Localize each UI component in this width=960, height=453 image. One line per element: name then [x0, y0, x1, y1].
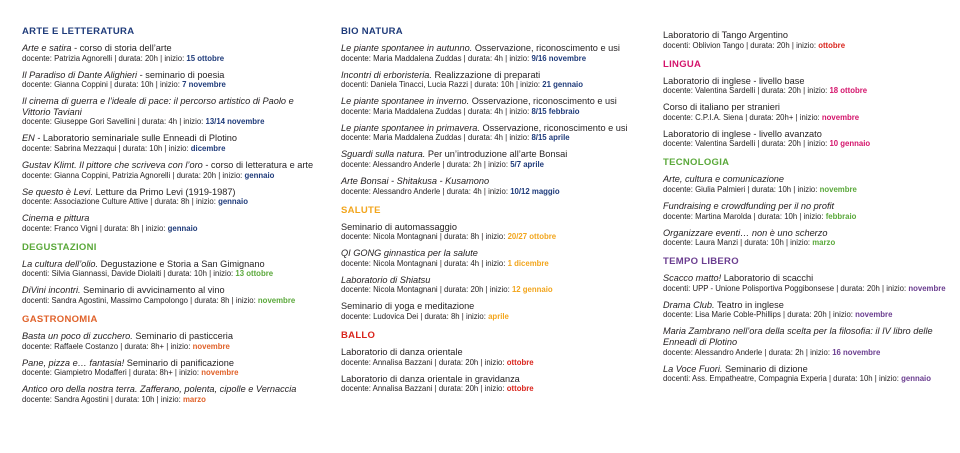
course-item	[341, 96, 641, 117]
course-item	[22, 133, 322, 154]
course-meta	[663, 113, 953, 123]
course-item	[22, 70, 322, 91]
course-start: 8/15 aprile	[531, 133, 570, 143]
course-meta	[341, 384, 641, 394]
course-meta	[341, 312, 641, 322]
course-item	[22, 160, 322, 181]
course-item	[341, 301, 641, 322]
section-title: BALLO	[341, 329, 376, 341]
course-meta	[663, 212, 953, 222]
course-meta	[22, 224, 322, 234]
course-details: docente: Raffaele Costanzo | durata: 8h+ | inizio:	[22, 341, 193, 351]
course-details: docente: Sandra Agostini | durata: 10h | inizio:	[22, 394, 183, 404]
course-start: marzo	[812, 238, 836, 248]
course-title-text: Per un’introduzione all’arte Bonsai	[425, 149, 568, 160]
course-item	[341, 176, 641, 197]
section	[663, 30, 953, 51]
course-title-italic: Incontri di erboristeria.	[341, 69, 432, 80]
course-item	[663, 129, 953, 150]
course-title-italic: Gustav Klimt. Il pittore che scriveva con l’oro	[22, 159, 203, 170]
course-title-text: - Laboratorio seminariale sulle Enneadi di Plotino	[34, 133, 238, 144]
course-title-italic: Il Paradiso di Dante Alighieri	[22, 69, 138, 80]
course-title	[22, 70, 322, 81]
course-meta	[341, 259, 641, 269]
course-start: 16 novembre	[832, 347, 881, 357]
course-meta	[341, 107, 641, 117]
course-details: docenti: Oblivion Tango | durata: 20h | inizio:	[663, 40, 819, 50]
course-meta	[663, 86, 953, 96]
section-title: BIO NATURA	[341, 26, 403, 37]
course-item	[663, 300, 953, 321]
course-title-text: Seminario di avvicinamento al vino	[80, 285, 225, 296]
course-title	[663, 364, 953, 375]
course-details: docente: Gianna Coppini, Patrizia Agnorelli | durata: 20h | inizio:	[22, 170, 245, 180]
course-start: 8/15 febbraio	[531, 106, 580, 116]
course-title-italic: Fundraising e crowdfunding per il no profit	[663, 200, 835, 211]
course-item	[341, 43, 641, 64]
course-meta	[22, 54, 322, 64]
course-item	[663, 273, 953, 294]
course-title-text: Seminario di pasticceria	[132, 330, 233, 341]
course-title-italic: La cultura dell’olio.	[22, 258, 99, 269]
course-title-italic: DiVini incontri.	[22, 285, 81, 296]
course-meta	[22, 197, 322, 207]
section	[663, 59, 953, 150]
course-start: novembre	[257, 295, 296, 305]
course-start: gennaio	[167, 223, 198, 233]
course-start: novembre	[855, 310, 893, 320]
course-item	[22, 358, 322, 379]
course-item	[22, 331, 322, 352]
course-meta	[341, 232, 641, 242]
course-details: docente: Annalisa Bazzani | durata: 20h | inizio:	[341, 384, 507, 394]
course-details: docente: Maria Maddalena Zuddas | durata: 4h | inizio:	[341, 53, 532, 63]
column-1	[22, 26, 322, 413]
course-item	[341, 374, 641, 395]
course-meta	[663, 348, 953, 358]
section-title: TEMPO LIBERO	[663, 256, 739, 268]
section	[663, 256, 953, 384]
course-title-italic: QI GONG ginnastica per la salute	[341, 248, 478, 259]
course-meta	[341, 285, 641, 295]
course-details: docente: Maria Maddalena Zuddas | durata: 4h | inizio:	[341, 106, 532, 116]
course-title	[22, 384, 322, 395]
course-title-italic: Drama Club.	[663, 299, 715, 310]
course-details: docente: Nicola Montagnani | durata: 20h | inizio:	[341, 285, 512, 295]
course-title	[341, 176, 641, 187]
course-start: 5/7 aprile	[510, 159, 545, 169]
course-details: docente: C.P.I.A. Siena | durata: 20h+ | inizio:	[663, 112, 822, 122]
section	[22, 26, 322, 234]
course-details: docente: Martina Marolda | durata: 10h | inizio:	[663, 211, 826, 221]
course-start: ottobre	[506, 384, 534, 394]
course-item	[663, 364, 953, 385]
section-title: SALUTE	[341, 204, 381, 216]
course-start: gennaio	[244, 170, 275, 180]
course-title	[341, 96, 641, 107]
course-details: docente: Laura Manzi | durata: 10h | inizio:	[663, 238, 813, 248]
course-meta	[22, 342, 322, 352]
course-title-italic: Organizzare eventi… non è uno scherzo	[663, 227, 828, 238]
course-start: 13/14 novembre	[205, 117, 265, 127]
course-start: marzo	[182, 394, 206, 404]
course-item	[341, 70, 641, 91]
course-item	[663, 201, 953, 222]
course-meta	[663, 284, 953, 294]
course-details: docente: Lisa Marie Coble-Phillips | durata: 20h | inizio:	[663, 310, 856, 320]
course-title-italic: Laboratorio di Shiatsu	[341, 274, 431, 285]
course-details: docente: Giuseppe Gori Savellini | durata: 4h | inizio:	[22, 117, 206, 127]
course-details: docente: Alessandro Anderle | durata: 2h | inizio:	[341, 159, 511, 169]
course-start: ottobre	[818, 40, 846, 50]
course-details: docente: Franco Vigni | durata: 8h | inizio:	[22, 223, 168, 233]
course-item	[341, 347, 641, 368]
course-title	[663, 129, 953, 140]
course-start: 12 gennaio	[511, 285, 553, 295]
course-details: docenti: Daniela Tinacci, Lucia Razzi | durata: 10h | inizio:	[341, 80, 543, 90]
course-title	[663, 228, 953, 239]
course-start: 1 dicembre	[507, 258, 549, 268]
course-title-italic: Scacco matto!	[663, 273, 722, 284]
course-start: dicembre	[190, 143, 226, 153]
course-title-text: Osservazione, riconoscimento e usi	[479, 122, 628, 133]
section	[22, 314, 322, 405]
course-title-text: Realizzazione di preparati	[431, 69, 541, 80]
course-meta	[22, 368, 322, 378]
course-details: docente: Annalisa Bazzani | durata: 20h | inizio:	[341, 357, 507, 367]
section	[663, 157, 953, 248]
course-title-italic: Il cinema di guerra e l’ideale di pace: il percorso artistico di Paolo e Vittorio Taviani	[22, 96, 294, 117]
section-title: DEGUSTAZIONI	[22, 241, 97, 253]
course-title-italic: Se questo è Levi.	[22, 186, 93, 197]
section-title: LINGUA	[663, 58, 702, 70]
section	[341, 205, 641, 322]
course-details: docente: Valentina Sardelli | durata: 20h | inizio:	[663, 86, 830, 96]
course-title	[341, 222, 641, 233]
course-title	[22, 331, 322, 342]
course-item	[341, 123, 641, 144]
course-title-text: Laboratorio di inglese - livello avanzato	[663, 128, 822, 139]
course-title-text: Corso di italiano per stranieri	[663, 102, 780, 113]
course-title	[341, 347, 641, 358]
course-title-text: Seminario di panificazione	[124, 357, 234, 368]
course-start: aprile	[488, 311, 509, 321]
course-title	[341, 301, 641, 312]
course-title	[22, 133, 322, 144]
course-meta	[341, 187, 641, 197]
course-title-text: - seminario di poesia	[137, 69, 225, 80]
course-item	[22, 187, 322, 208]
course-item	[22, 285, 322, 306]
course-item	[663, 30, 953, 51]
course-item	[341, 222, 641, 243]
course-title-text: - corso di storia dell’arte	[71, 43, 172, 53]
course-title	[663, 201, 953, 212]
course-meta	[22, 80, 322, 90]
course-item	[22, 259, 322, 280]
course-title-italic: La Voce Fuori.	[663, 363, 723, 374]
course-title-italic: Le piante spontanee in autunno.	[341, 43, 473, 53]
course-start: novembre	[201, 368, 239, 378]
course-title-text: Laboratorio di inglese - livello base	[663, 75, 805, 86]
course-details: docenti: Ass. Empatheatre, Compagnia Experia | durata: 10h | inizio:	[663, 374, 902, 384]
course-item	[341, 149, 641, 170]
course-title	[22, 285, 322, 296]
course-item	[663, 102, 953, 123]
course-title-text: Seminario di yoga e meditazione	[341, 301, 475, 312]
course-title-text: Laboratorio di Tango Argentino	[663, 30, 788, 40]
course-title	[22, 358, 322, 369]
course-title-italic: Cinema e pittura	[22, 213, 90, 224]
course-meta	[663, 310, 953, 320]
course-title-italic: Antico oro della nostra terra. Zafferano, polenta, cipolle e Vernaccia	[22, 384, 297, 395]
course-meta	[663, 185, 953, 195]
course-meta	[663, 41, 953, 51]
course-title	[663, 273, 953, 284]
course-title-text: - corso di letteratura e arte	[202, 159, 314, 170]
course-details: docente: Valentina Sardelli | durata: 20h | inizio:	[663, 139, 830, 149]
course-start: gennaio	[218, 197, 248, 207]
course-meta	[22, 117, 322, 127]
course-meta	[341, 358, 641, 368]
course-start: febbraio	[825, 211, 857, 221]
course-start: 20/27 ottobre	[507, 232, 557, 242]
course-details: docente: Nicola Montagnani | durata: 8h | inizio:	[341, 232, 508, 242]
column-2	[341, 26, 641, 402]
course-details: docente: Associazione Culture Attive | durata: 8h | inizio:	[22, 197, 219, 207]
course-title-italic: Arte Bonsai - Shitakusa - Kusamono	[341, 175, 490, 186]
course-details: docenti: UPP - Unione Polisportiva Poggibonsese | durata: 20h | inizio:	[663, 283, 909, 293]
course-title-italic: EN	[22, 133, 35, 144]
course-meta	[22, 171, 322, 181]
course-title	[22, 259, 322, 270]
course-title-italic: Maria Zambrano nell’ora della scelta per la filosofia: il IV libro delle Enneadi di Plotino	[663, 326, 933, 347]
course-meta	[22, 395, 322, 405]
course-details: docente: Sabrina Mezzaqui | durata: 10h | inizio:	[22, 143, 191, 153]
course-title	[663, 102, 953, 113]
course-meta	[22, 296, 322, 306]
course-start: novembre	[908, 283, 946, 293]
course-start: 21 gennaio	[542, 80, 583, 90]
course-details: docente: Giulia Palmieri | durata: 10h | inizio:	[663, 184, 820, 194]
course-item	[22, 96, 322, 127]
course-meta	[663, 139, 953, 149]
course-start: gennaio	[901, 374, 931, 384]
course-title-italic: Pane, pizza e… fantasia!	[22, 357, 125, 368]
course-title	[22, 43, 322, 54]
course-start: 10/12 maggio	[510, 186, 560, 196]
course-title-text: Osservazione, riconoscimento e usi	[472, 43, 620, 53]
course-meta	[22, 269, 322, 279]
course-details: docente: Patrizia Agnorelli | durata: 20h | inizio:	[22, 53, 187, 63]
course-meta	[341, 160, 641, 170]
course-title-text: Laboratorio di scacchi	[721, 273, 814, 284]
course-details: docente: Alessandro Anderle | durata: 4h | inizio:	[341, 186, 511, 196]
section-title: GASTRONOMIA	[22, 313, 98, 325]
course-details: docenti: Sandra Agostini, Massimo Campolongo | durata: 8h | inizio:	[22, 295, 258, 305]
course-item	[22, 384, 322, 405]
course-title-text: Seminario di automassaggio	[341, 221, 457, 232]
course-item	[341, 275, 641, 296]
course-title-italic: Arte e satira	[22, 43, 72, 53]
section	[341, 26, 641, 197]
course-details: docente: Gianna Coppini | durata: 10h | inizio:	[22, 80, 183, 90]
course-item	[22, 43, 322, 64]
course-item	[663, 326, 953, 357]
course-title	[22, 96, 322, 117]
course-details: docente: Alessandro Anderle | durata: 2h | inizio:	[663, 347, 833, 357]
course-details: docente: Maria Maddalena Zuddas | durata: 4h | inizio:	[341, 133, 532, 143]
course-meta	[341, 80, 641, 90]
course-title-italic: Basta un poco di zucchero.	[22, 330, 133, 341]
course-title	[341, 70, 641, 81]
course-title	[22, 187, 322, 198]
course-title	[341, 43, 641, 54]
course-start: 10 gennaio	[829, 139, 871, 149]
course-title	[22, 213, 322, 224]
section-title: TECNOLOGIA	[663, 157, 730, 169]
course-title	[341, 123, 641, 134]
course-item	[663, 76, 953, 97]
course-start: 13 ottobre	[235, 269, 274, 279]
course-title	[341, 149, 641, 160]
course-title-text: Laboratorio di danza orientale in gravidanza	[341, 373, 520, 384]
course-meta	[663, 374, 953, 384]
course-title	[663, 300, 953, 311]
section-title: ARTE E LETTERATURA	[22, 26, 135, 37]
course-title-text: Degustazione e Storia a San Gimignano	[98, 258, 265, 269]
column-3	[663, 30, 953, 392]
course-details: docente: Nicola Montagnani | durata: 4h | inizio:	[341, 258, 508, 268]
course-item	[663, 174, 953, 195]
course-meta	[22, 144, 322, 154]
course-item	[663, 228, 953, 249]
course-details: docente: Giampietro Modafferi | durata: 8h+ | inizio:	[22, 368, 202, 378]
course-meta	[341, 54, 641, 64]
course-title	[663, 174, 953, 185]
course-title	[341, 275, 641, 286]
course-title-italic: Sguardi sulla natura.	[341, 149, 426, 160]
course-title	[22, 160, 322, 171]
course-item	[341, 248, 641, 269]
course-title	[341, 248, 641, 259]
section	[341, 330, 641, 394]
course-details: docenti: Silvia Giannassi, Davide Diolaiti | durata: 10h | inizio:	[22, 269, 236, 279]
course-start: 18 ottobre	[829, 86, 868, 96]
course-title	[341, 374, 641, 385]
section	[22, 242, 322, 306]
course-title-italic: Le piante spontanee in primavera.	[341, 122, 480, 133]
course-title-text: Letture da Primo Levi (1919-1987)	[93, 186, 236, 197]
course-start: 15 ottobre	[186, 53, 225, 63]
course-details: docente: Ludovica Dei | durata: 8h | inizio:	[341, 311, 489, 321]
course-start: 7 novembre	[182, 80, 226, 90]
course-title	[663, 76, 953, 87]
course-meta	[341, 133, 641, 143]
course-start: ottobre	[506, 357, 534, 367]
course-title-text: Laboratorio di danza orientale	[341, 346, 463, 357]
course-start: novembre	[821, 112, 860, 122]
course-title-text: Osservazione, riconoscimento e usi	[469, 96, 617, 107]
course-title-italic: Arte, cultura e comunicazione	[663, 174, 785, 185]
course-start: 9/16 novembre	[531, 53, 587, 63]
course-title-text: Seminario di dizione	[722, 363, 808, 374]
course-meta	[663, 238, 953, 248]
course-item	[22, 213, 322, 234]
course-title-italic: Le piante spontanee in inverno.	[341, 96, 470, 107]
course-start: novembre	[192, 341, 230, 351]
course-title	[663, 30, 953, 41]
course-title	[663, 326, 953, 347]
course-start: novembre	[819, 184, 857, 194]
course-title-text: Teatro in inglese	[714, 299, 784, 310]
